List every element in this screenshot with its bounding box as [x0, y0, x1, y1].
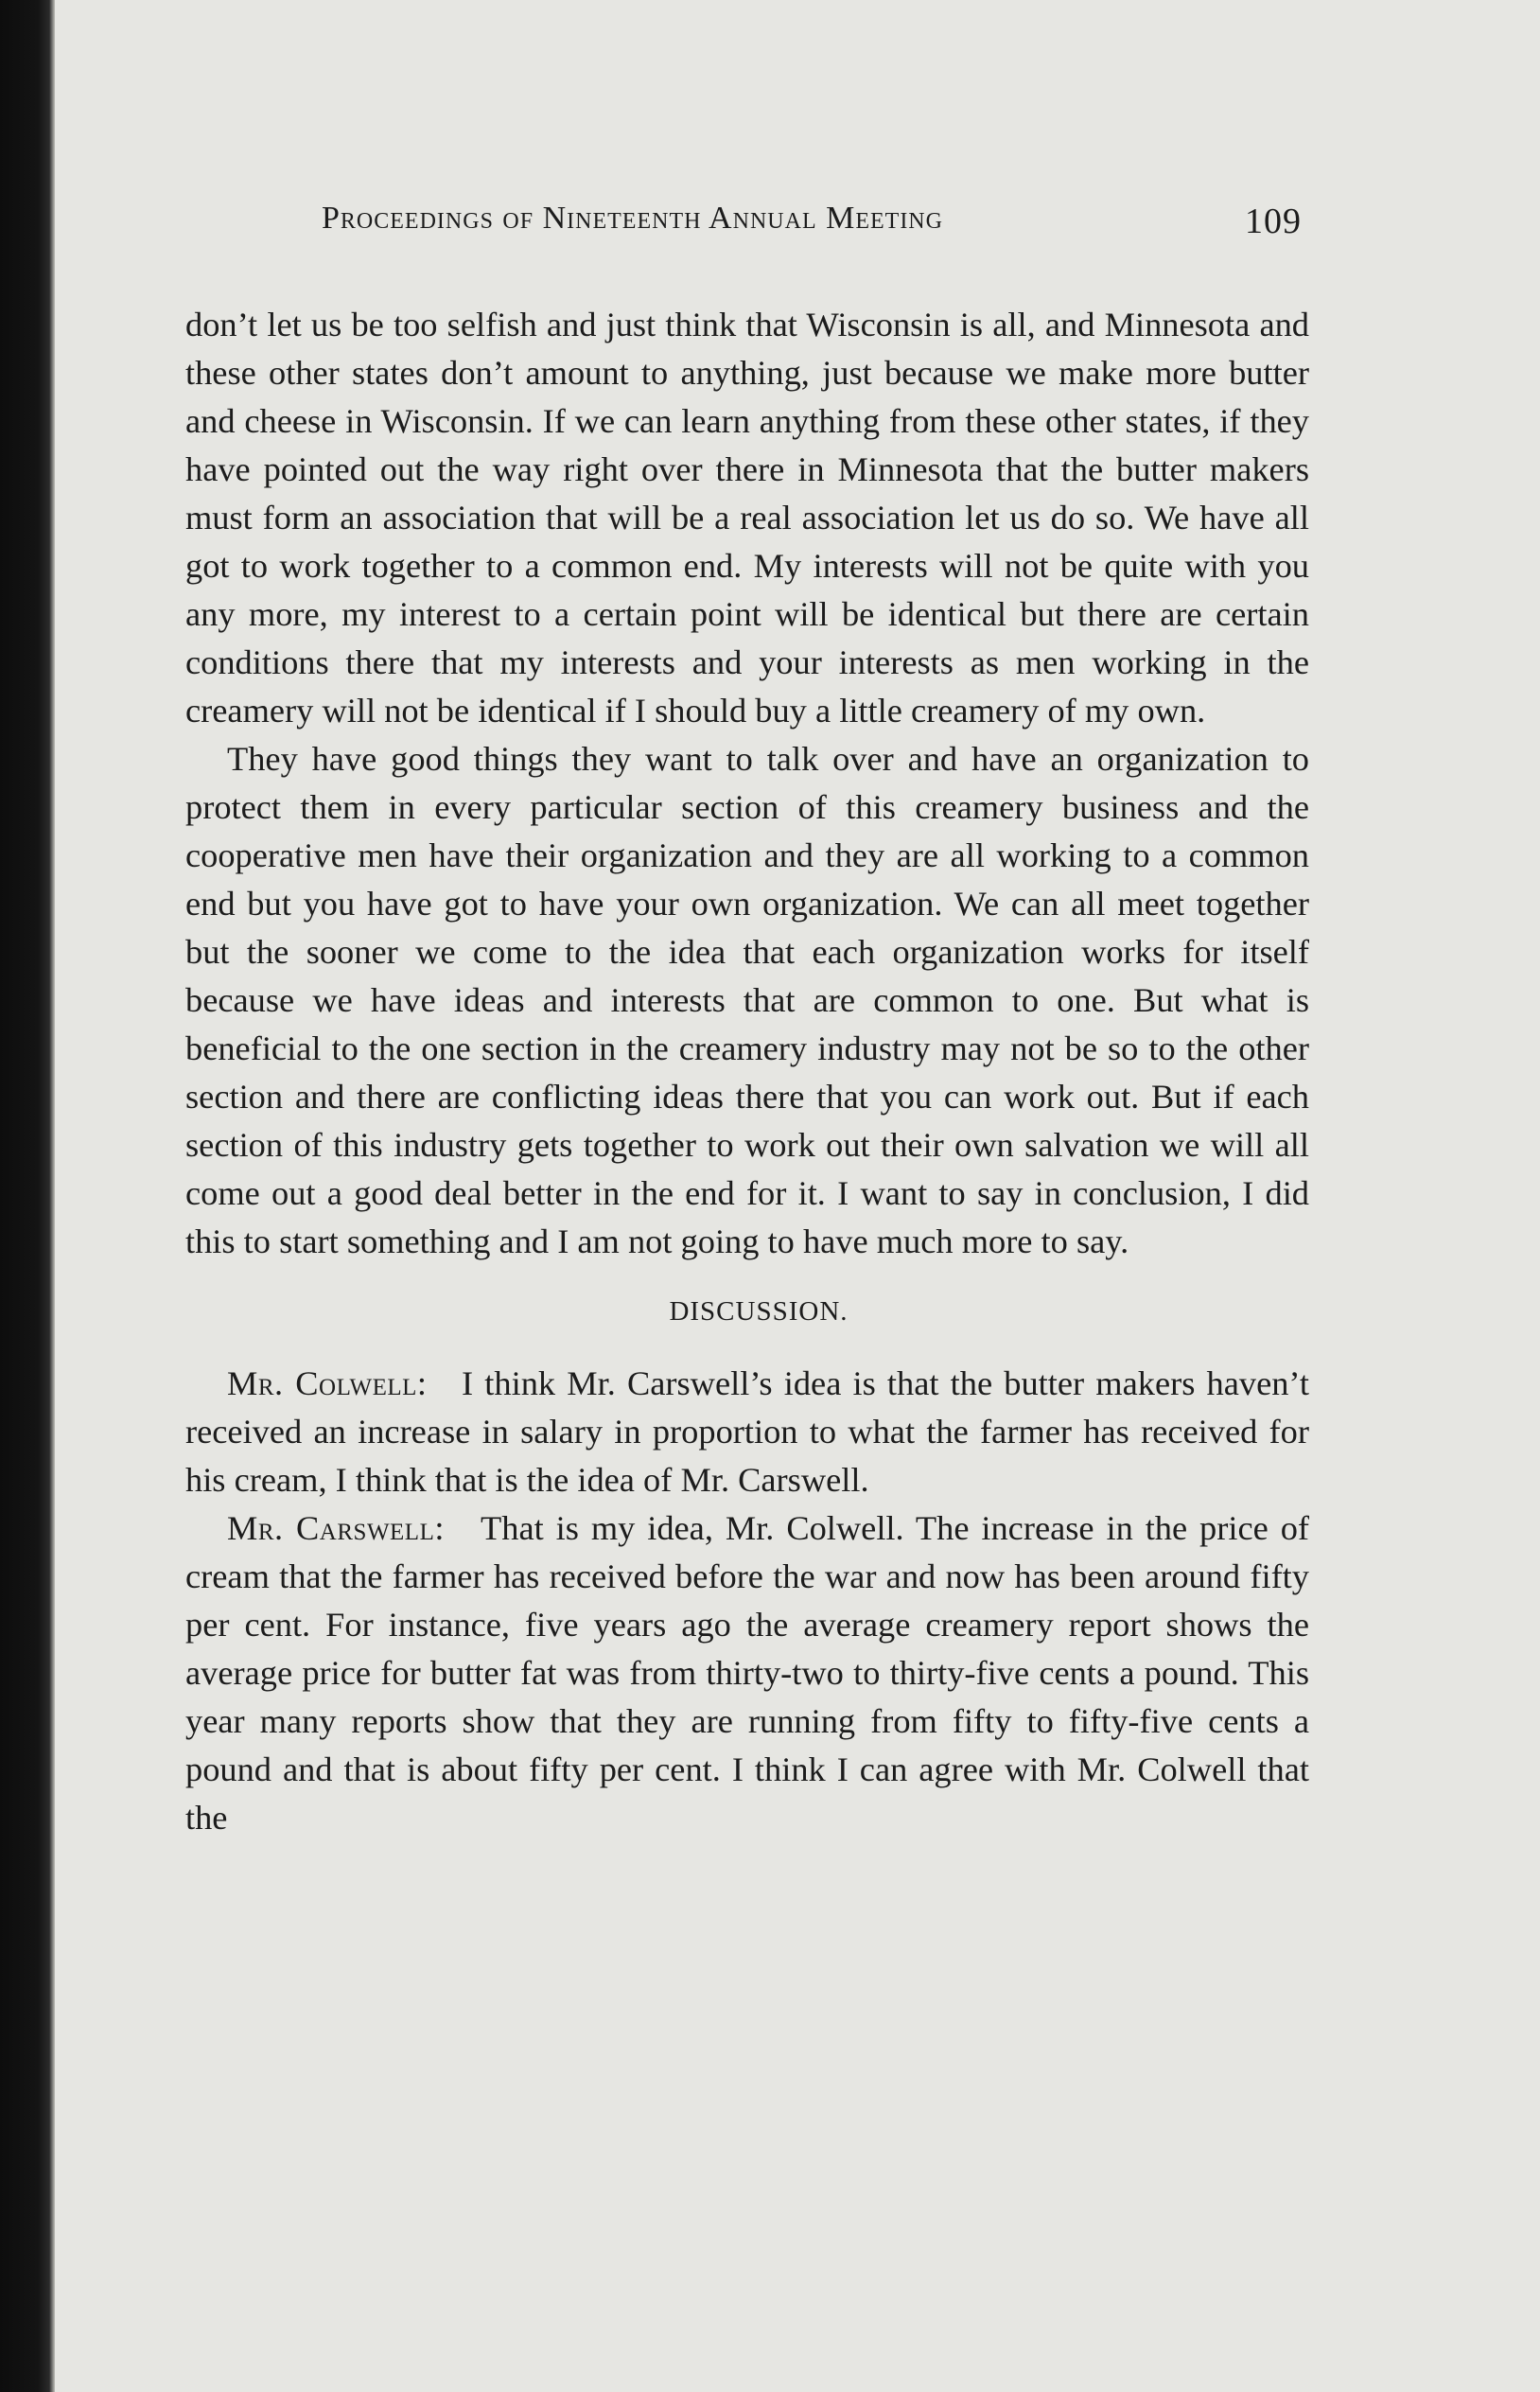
discussion-heading: DISCUSSION. — [669, 1296, 849, 1327]
book-page — [185, 201, 1309, 1842]
speech-carswell — [185, 1504, 1309, 1842]
speech-text: I think Mr. Carswell’s idea is that the butter makers haven’t received an increase in salary in proportion to what the farmer has received for his cream, I think that is the idea of Mr. Carswell. — [185, 1364, 1309, 1499]
paragraph: They have good things they want to talk over and have an organization to protect them in every particular section of this creamery business and the cooperative men have their organization and they are all working to a common end but you have got to have your own organization. We can all meet together but the sooner we come to the idea that each organization works for itself because we have ideas and interests that are common to one. But what is beneficial to the one section in the creamery industry may not be so to the other section and there are conflicting ideas there that you can work out. But if each section of this industry gets together to work out their own salvation we will all come out a good deal better in the end for it. I want to say in conclusion, I did this to start something and I am not going to have much more to say. — [185, 740, 1309, 1260]
body-text — [185, 301, 1309, 1842]
running-head — [185, 201, 1309, 241]
speech-colwell — [185, 1360, 1309, 1504]
book-binding-edge — [0, 0, 55, 2392]
speaker-name: Mr. Carswell: — [227, 1509, 445, 1547]
speech-text: That is my idea, Mr. Colwell. The increase in the price of cream that the farmer has received before the war and now has been around fifty per cent. For instance, five years ago the average creamery report shows the average price for butter fat was from thirty-two to thirty-five cents a pound. This year many reports show that they are running from fifty to fifty-five cents a pound and that is about fifty per cent. I think I can agree with Mr. Colwell that the — [185, 1509, 1310, 1837]
page-number: 109 — [1245, 202, 1302, 241]
running-head-title: Proceedings of Nineteenth Annual Meeting — [322, 201, 943, 236]
paragraph-continued: don’t let us be too selfish and just think that Wisconsin is all, and Minnesota and these other states don’t amount to anything, just because we make more butter and cheese in Wisconsin. If we can learn anything from these other states, if they have pointed out the way right over there in Minnesota that the butter makers must form an association that will be a real association let us do so. We have all got to work together to a common end. My interests will not be quite with you any more, my interest to a certain point will be identical but there are certain conditions there that my interests and your interests as men working in the creamery will not be identical if I should buy a little creamery of my own. — [185, 306, 1309, 730]
speaker-name: Mr. Colwell: — [227, 1364, 428, 1402]
